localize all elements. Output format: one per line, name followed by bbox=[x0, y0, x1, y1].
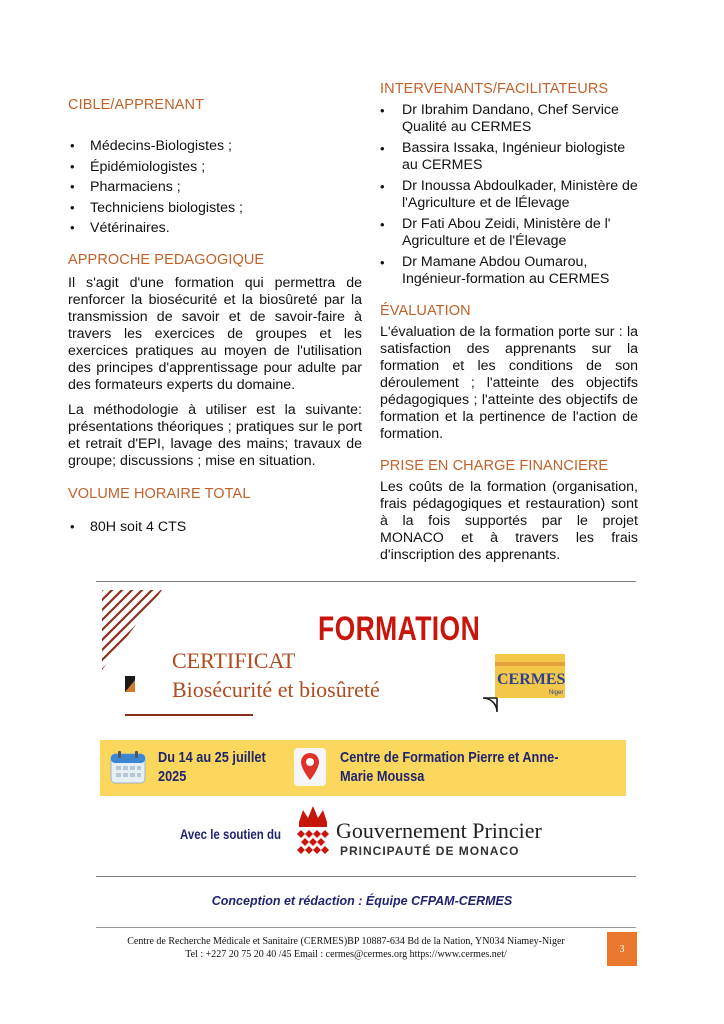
list-item: • Techniciens biologistes ; bbox=[68, 198, 362, 219]
left-column bbox=[68, 96, 362, 538]
cible-list bbox=[68, 136, 362, 239]
date-text bbox=[158, 748, 266, 786]
evaluation-heading: ÉVALUATION bbox=[380, 303, 471, 319]
venue-text bbox=[340, 748, 621, 786]
footer-divider bbox=[96, 927, 636, 928]
approche-heading: APPROCHE PEDAGOGIQUE bbox=[68, 251, 265, 268]
footer bbox=[96, 935, 596, 961]
gouvernement-label: Gouvernement Princier bbox=[336, 818, 542, 843]
stripes-decoration bbox=[102, 590, 162, 670]
location-pin-icon bbox=[294, 748, 326, 786]
square-decoration bbox=[125, 676, 135, 692]
footer-contact: Tel : +227 20 75 20 40 /45 Email : cermes@cermes.org https://www.cermes.net/ bbox=[185, 949, 507, 960]
methodologie-paragraph: La méthodologie à utiliser est la suivante: présentations théoriques ; pratiques sur le port et retrait d'EPI, lavage des mains; travaux de groupe; discussions ; mise en situation. bbox=[68, 401, 362, 469]
cermes-logo bbox=[481, 654, 567, 712]
list-item: • Épidémiologistes ; bbox=[68, 157, 362, 178]
prise-heading: PRISE EN CHARGE FINANCIERE bbox=[380, 458, 609, 474]
list-item: • 80H soit 4 CTS bbox=[68, 517, 362, 538]
list-item: • Dr Mamane Abdou Oumarou, Ingénieur-formation au CERMES bbox=[380, 254, 638, 288]
info-band bbox=[100, 740, 626, 796]
formation-title: FORMATION bbox=[318, 610, 481, 648]
support-label: Avec le soutien du bbox=[180, 826, 282, 842]
principaute-label: PRINCIPAUTÉ DE MONACO bbox=[340, 844, 520, 858]
formation-banner bbox=[96, 582, 636, 876]
intervenants-heading: INTERVENANTS/FACILITATEURS bbox=[380, 81, 609, 97]
right-column bbox=[380, 80, 638, 564]
certificat-underline bbox=[125, 714, 253, 716]
banner-bottom-divider bbox=[96, 876, 636, 877]
venue-line-1: Centre de Formation Pierre et Anne- bbox=[340, 749, 559, 766]
list-item: • Dr Inoussa Abdoulkader, Ministère de l'Agriculture et de lÉlevage bbox=[380, 178, 638, 212]
page-number: 3 bbox=[607, 932, 637, 966]
date-line-2: 2025 bbox=[158, 768, 187, 785]
intervenants-list bbox=[380, 102, 638, 288]
logo-text: CERMES bbox=[497, 671, 566, 688]
list-item: • Dr Ibrahim Dandano, Chef Service Qualité au CERMES bbox=[380, 102, 638, 136]
venue-line-2: Marie Moussa bbox=[340, 768, 425, 785]
approche-paragraph: Il s'agit d'une formation qui permettra de renforcer la biosécurité et la biosûreté par la transmission de savoir et de savoir-faire à travers les exercices de groupes et les exercices pratiques au moyen de l'utilisation des principes d'apprentissage pour adulte par des formateurs experts du domaine. bbox=[68, 274, 362, 393]
certificat-subject: Biosécurité et biosûreté bbox=[172, 677, 380, 702]
list-item: • Vétérinaires. bbox=[68, 218, 362, 239]
calendar-icon bbox=[110, 750, 146, 784]
list-item: • Pharmaciens ; bbox=[68, 177, 362, 198]
cible-heading: CIBLE/APPRENANT bbox=[68, 97, 205, 113]
prise-paragraph: Les coûts de la formation (organisation, frais pédagogiques et restauration) sont à la fois supportés par le projet MONACO et à travers les frais d'inscription des apprenants. bbox=[380, 479, 638, 563]
footer-address: Centre de Recherche Médicale et Sanitaire (CERMES)BP 10887-634 Bd de la Nation, YN034 Niamey-Niger bbox=[127, 936, 565, 947]
volume-list bbox=[68, 517, 362, 538]
list-item: • Bassira Issaka, Ingénieur biologiste au CERMES bbox=[380, 140, 638, 174]
date-line-1: Du 14 au 25 juillet bbox=[158, 749, 266, 766]
monaco-crown-icon bbox=[295, 804, 331, 860]
logo-subtext: Niger bbox=[549, 690, 564, 696]
list-item: • Médecins-Biologistes ; bbox=[68, 136, 362, 157]
list-item: • Dr Fati Abou Zeidi, Ministère de l' Agriculture et de l'Élevage bbox=[380, 216, 638, 250]
credits-line: Conception et rédaction : Équipe CFPAM-CERMES bbox=[211, 894, 513, 908]
evaluation-paragraph: L'évaluation de la formation porte sur : la satisfaction des apprenants sur la formation et les conditions de son déroulement ; l'atteinte des objectifs pédagogiques ; l'atteinte des objectifs de formation et la pertinence de l'action de formation. bbox=[380, 324, 638, 442]
volume-heading: VOLUME HORAIRE TOTAL bbox=[68, 485, 251, 502]
certificat-label: CERTIFICAT bbox=[172, 648, 296, 673]
